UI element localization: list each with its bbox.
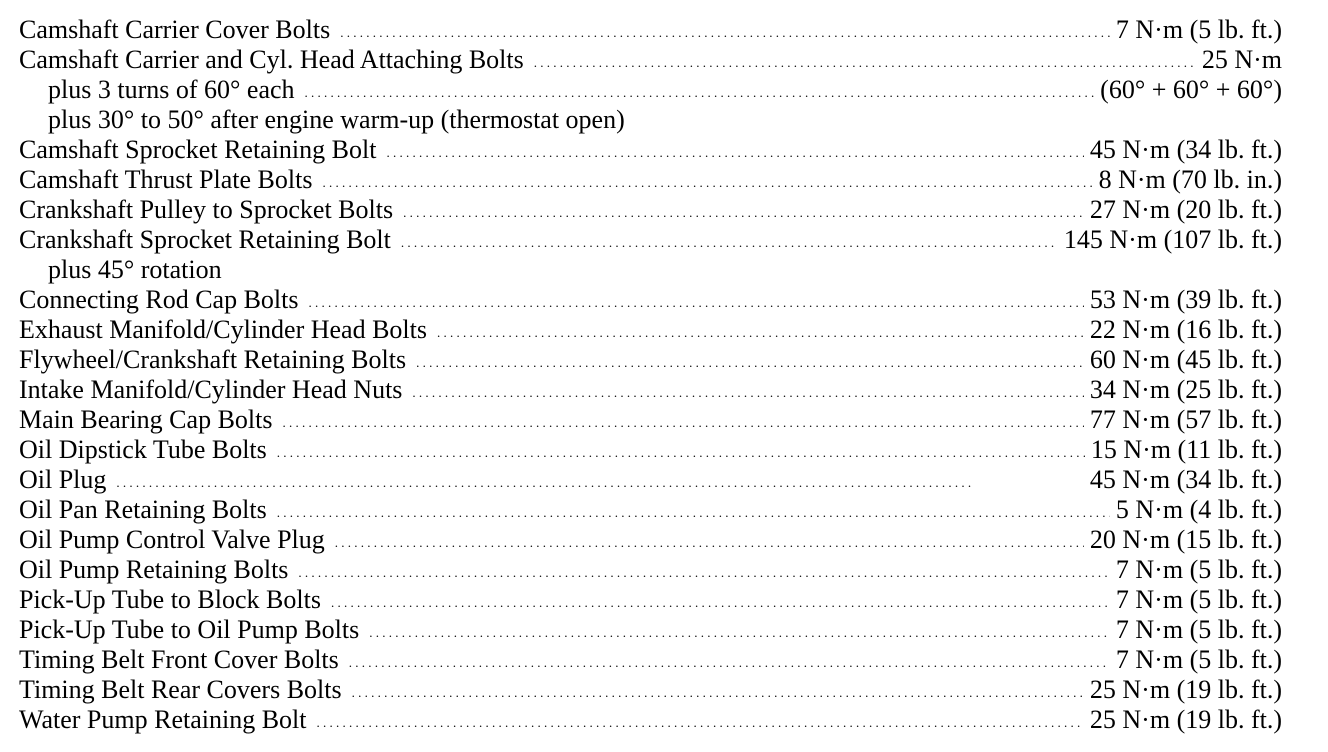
- spec-label: Connecting Rod Cap Bolts: [19, 285, 299, 314]
- spec-label: Main Bearing Cap Bolts: [19, 405, 273, 434]
- spec-label: plus 45° rotation: [48, 255, 222, 284]
- spec-label: Crankshaft Pulley to Sprocket Bolts: [19, 195, 394, 224]
- torque-value: 34 N·m (25 lb. ft.): [1089, 375, 1282, 404]
- spec-label: Crankshaft Sprocket Retaining Bolt: [19, 225, 391, 254]
- dot-leader: [386, 138, 1083, 168]
- spec-label: plus 30° to 50° after engine warm-up (thermostat open): [48, 105, 625, 134]
- spec-continuation-line: [19, 75, 1282, 105]
- spec-row: [19, 345, 1282, 375]
- torque-value: 7 N·m (5 lb. ft.): [1115, 555, 1282, 584]
- spec-label: Oil Plug: [19, 465, 107, 494]
- dot-leader: [116, 468, 1083, 498]
- spec-label: Camshaft Sprocket Retaining Bolt: [19, 135, 377, 164]
- spec-row: [19, 495, 1282, 525]
- spec-row: [19, 435, 1282, 465]
- torque-value: 25 N·m (19 lb. ft.): [1089, 675, 1282, 704]
- torque-value: 8 N·m (70 lb. in.): [1098, 165, 1282, 194]
- spec-label: Water Pump Retaining Bolt: [19, 705, 307, 734]
- dot-leader: [403, 198, 1084, 228]
- dot-leader: [412, 378, 1083, 408]
- torque-value: 77 N·m (57 lb. ft.): [1089, 405, 1282, 434]
- torque-value: 15 N·m (11 lb. ft.): [1090, 435, 1282, 464]
- torque-value: 7 N·m (5 lb. ft.): [1115, 15, 1282, 44]
- spec-row: [19, 375, 1282, 405]
- torque-value: 27 N·m (20 lb. ft.): [1089, 195, 1282, 224]
- dot-leader: [349, 648, 1110, 678]
- torque-value: 7 N·m (5 lb. ft.): [1115, 645, 1282, 674]
- dot-leader: [317, 708, 1084, 738]
- spec-row: [19, 285, 1282, 315]
- torque-value: 22 N·m (16 lb. ft.): [1089, 315, 1282, 344]
- spec-label: Oil Pan Retaining Bolts: [19, 495, 267, 524]
- dot-leader: [352, 678, 1084, 708]
- torque-value: 7 N·m (5 lb. ft.): [1115, 585, 1282, 614]
- dot-leader: [282, 408, 1083, 438]
- torque-specifications-table: [19, 15, 1282, 735]
- spec-row: [19, 315, 1282, 345]
- torque-value: 145 N·m (107 lb. ft.): [1063, 225, 1282, 254]
- spec-row: [19, 465, 1282, 495]
- spec-label: Camshaft Carrier Cover Bolts: [19, 15, 331, 44]
- dot-leader: [298, 558, 1109, 588]
- spec-row: [19, 45, 1282, 75]
- torque-value: 25 N·m: [1201, 45, 1282, 74]
- spec-continuation-line: [19, 255, 1282, 285]
- dot-leader: [309, 288, 1084, 318]
- spec-label: Timing Belt Front Cover Bolts: [19, 645, 339, 674]
- spec-label: Flywheel/Crankshaft Retaining Bolts: [19, 345, 407, 374]
- spec-label: Pick-Up Tube to Oil Pump Bolts: [19, 615, 360, 644]
- torque-value: 60 N·m (45 lb. ft.): [1089, 345, 1282, 374]
- dot-leader: [534, 48, 1196, 78]
- spec-label: Intake Manifold/Cylinder Head Nuts: [19, 375, 403, 404]
- spec-row: [19, 525, 1282, 555]
- torque-value: (60° + 60° + 60°): [1100, 75, 1282, 104]
- dot-leader: [305, 78, 1095, 108]
- torque-value: 7 N·m (5 lb. ft.): [1115, 615, 1282, 644]
- torque-value: 25 N·m (19 lb. ft.): [1089, 705, 1282, 734]
- dot-leader: [277, 438, 1085, 468]
- dot-leader: [331, 588, 1110, 618]
- dot-leader: [369, 618, 1110, 648]
- spec-row: [19, 585, 1282, 615]
- dot-leader: [277, 498, 1110, 528]
- dot-leader: [340, 18, 1110, 48]
- spec-row: [19, 405, 1282, 435]
- torque-value: 5 N·m (4 lb. ft.): [1115, 495, 1282, 524]
- spec-row: [19, 555, 1282, 585]
- spec-label: Camshaft Carrier and Cyl. Head Attaching Bolts: [19, 45, 524, 74]
- spec-label: Oil Pump Control Valve Plug: [19, 525, 325, 554]
- torque-value: 45 N·m (34 lb. ft.): [1089, 135, 1282, 164]
- spec-label: Exhaust Manifold/Cylinder Head Bolts: [19, 315, 428, 344]
- spec-continuation-line: [19, 105, 1282, 135]
- dot-leader: [335, 528, 1084, 558]
- spec-label: Camshaft Thrust Plate Bolts: [19, 165, 313, 194]
- spec-label: Pick-Up Tube to Block Bolts: [19, 585, 321, 614]
- spec-row: [19, 165, 1282, 195]
- spec-label: Timing Belt Rear Covers Bolts: [19, 675, 342, 704]
- spec-row: [19, 705, 1282, 735]
- spec-row: [19, 135, 1282, 165]
- dot-leader: [401, 228, 1058, 258]
- dot-leader: [437, 318, 1084, 348]
- spec-label: Oil Pump Retaining Bolts: [19, 555, 289, 584]
- spec-label: Oil Dipstick Tube Bolts: [19, 435, 267, 464]
- dot-leader: [322, 168, 1092, 198]
- torque-value: 20 N·m (15 lb. ft.): [1089, 525, 1282, 554]
- dot-leader: [416, 348, 1084, 378]
- torque-value: 53 N·m (39 lb. ft.): [1089, 285, 1282, 314]
- spec-label: plus 3 turns of 60° each: [48, 75, 295, 104]
- torque-value: 45 N·m (34 lb. ft.): [1089, 465, 1282, 494]
- spec-row: [19, 645, 1282, 675]
- spec-row: [19, 615, 1282, 645]
- spec-row: [19, 15, 1282, 45]
- spec-row: [19, 225, 1282, 255]
- spec-row: [19, 675, 1282, 705]
- spec-row: [19, 195, 1282, 225]
